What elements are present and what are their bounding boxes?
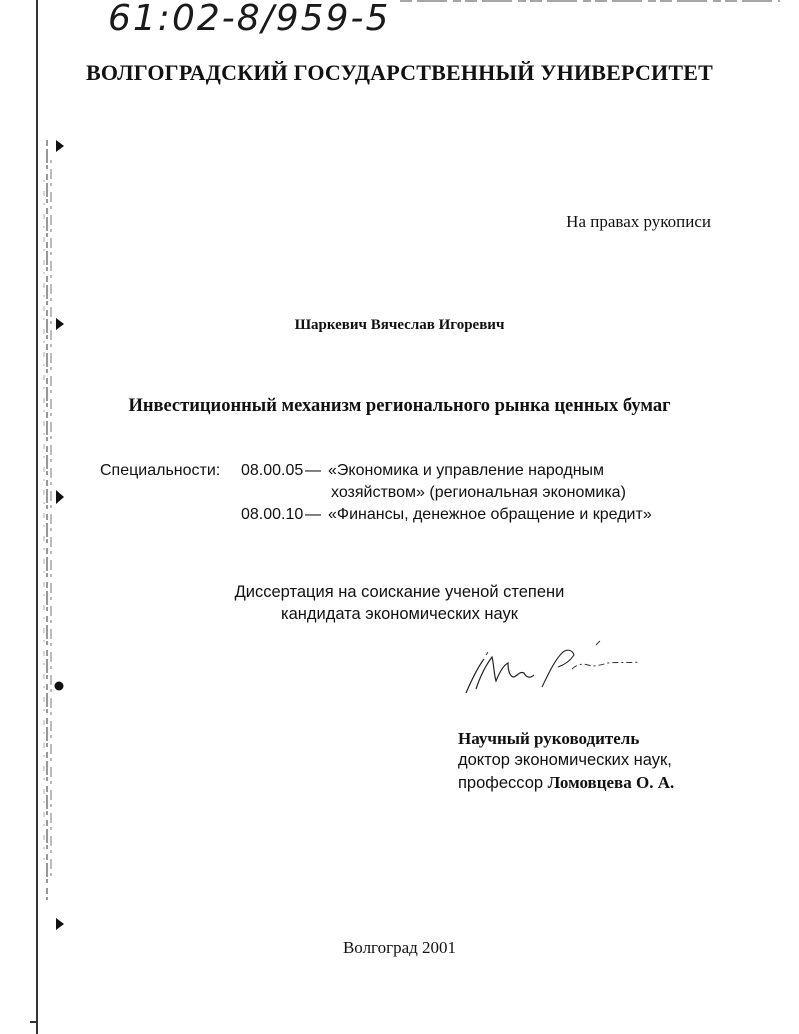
supervisor-position-line <box>458 773 674 793</box>
specialties-label: Специальности: <box>100 462 221 479</box>
supervisor-name: Ломовцева О. А. <box>547 773 675 792</box>
specialty-dash: — <box>305 462 321 479</box>
university-name: ВОЛГОГРАДСКИЙ ГОСУДАРСТВЕННЫЙ УНИВЕРСИТЕТ <box>86 60 713 85</box>
author-name: Шаркевич Вячеслав Игоревич <box>294 317 505 333</box>
manuscript-note: На правах рукописи <box>566 212 711 231</box>
specialty-name: «Экономика и управление народным <box>328 462 605 479</box>
archive-code: 61:02-8/959-5 <box>108 0 391 39</box>
scan-edge-marks <box>0 0 80 1034</box>
degree-line-1: Диссертация на соискание ученой степени <box>234 583 565 601</box>
dissertation-title: Инвестиционный механизм регионального рынка ценных бумаг <box>128 396 671 416</box>
signature-image <box>458 635 648 697</box>
specialty-code: 08.00.10 <box>241 506 304 523</box>
city-year: Волгоград 2001 <box>342 938 457 957</box>
supervisor-position: профессор <box>458 774 544 792</box>
supervisor-degree: доктор экономических наук, <box>458 751 672 769</box>
specialty-name: «Финансы, денежное обращение и кредит» <box>328 506 652 523</box>
scan-top-edge <box>400 0 780 8</box>
specialty-code: 08.00.05 <box>241 462 304 479</box>
specialty-dash: — <box>305 506 321 523</box>
supervisor-title: Научный руководитель <box>458 729 640 748</box>
specialty-name-continued: хозяйством» (региональная экономика) <box>331 484 626 501</box>
degree-line-2: кандидата экономических наук <box>280 605 518 623</box>
